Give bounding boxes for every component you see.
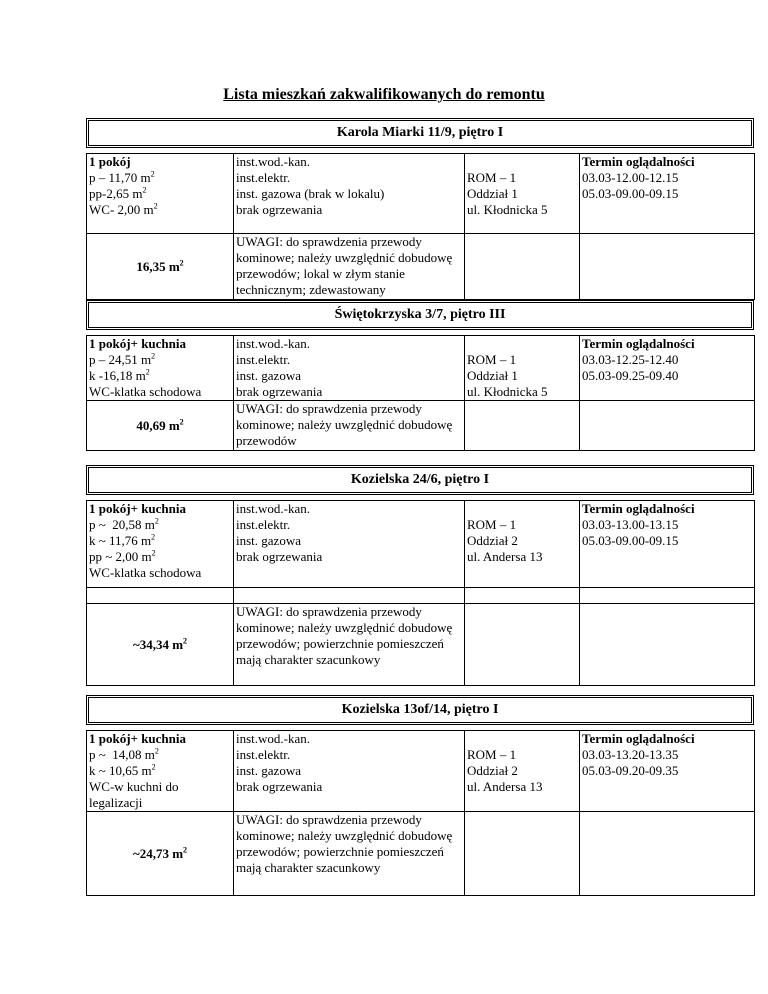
room-area: k ~ 11,76 $m^2$: [89, 532, 156, 548]
notes-cell: UWAGI: do sprawdzenia przewody kominowe; należy uwzględnić dobudowę przewodów; lokal w złym stanie technicznym; zdewastowany: [234, 234, 465, 300]
installations-cell: [234, 336, 465, 401]
installation-item: inst. gazowa: [236, 763, 301, 778]
room-area: WC-klatka schodowa: [89, 384, 202, 399]
room-area: WC- 2,00 $m^2$: [89, 201, 158, 217]
section-header: Świętokrzyska 3/7, piętro III: [86, 300, 754, 330]
installation-item: inst.elektr.: [236, 517, 291, 532]
empty-cell: [580, 234, 755, 300]
office-line: ROM – 1: [467, 170, 517, 185]
total-area: 40,69 $m^2$: [87, 401, 234, 451]
empty-cell: [580, 604, 755, 686]
office-cell: [465, 501, 580, 588]
empty-cell: [465, 401, 580, 451]
room-area: p ~ 14,08 $m^2$: [89, 746, 159, 762]
section-header: Kozielska 24/6, piętro I: [86, 465, 754, 495]
term-slot: 05.03-09.20-09.35: [582, 763, 679, 778]
empty-cell: [465, 604, 580, 686]
section-header: Karola Miarki 11/9, piętro I: [86, 118, 754, 148]
apartment-table: [86, 153, 755, 300]
empty-cell: [87, 588, 234, 604]
terms-title: Termin oglądalności: [582, 336, 695, 351]
room-area: k ~ 10,65 $m^2$: [89, 762, 156, 778]
terms-title: Termin oglądalności: [582, 731, 695, 746]
rooms-title: 1 pokój+ kuchnia: [89, 501, 186, 516]
section-header: Kozielska 13of/14, piętro I: [86, 695, 754, 725]
rooms-cell: [87, 501, 234, 588]
room-area: p – 11,70 $m^2$: [89, 169, 155, 185]
terms-title: Termin oglądalności: [582, 154, 695, 169]
installation-item: inst.wod.-kan.: [236, 154, 311, 169]
installations-cell: [234, 501, 465, 588]
term-slot: 03.03-12.25-12.40: [582, 352, 679, 367]
empty-cell: [465, 234, 580, 300]
installations-cell: [234, 731, 465, 812]
office-line: ul. Kłodnicka 5: [467, 202, 548, 217]
term-slot: 03.03-13.20-13.35: [582, 747, 679, 762]
rooms-cell: [87, 336, 234, 401]
room-area: p ~ 20,58 $m^2$: [89, 516, 159, 532]
room-area: p – 24,51 $m^2$: [89, 351, 156, 367]
room-area: pp ~ 2,00 $m^2$: [89, 548, 156, 564]
office-line: ul. Kłodnicka 5: [467, 384, 548, 399]
installation-item: brak ogrzewania: [236, 549, 323, 564]
installation-item: brak ogrzewania: [236, 202, 323, 217]
term-slot: 05.03-09.25-09.40: [582, 368, 679, 383]
apartment-table: [86, 730, 755, 896]
rooms-cell: [87, 731, 234, 812]
room-area: pp-2,65 $m^2$: [89, 185, 147, 201]
office-line: Oddział 1: [467, 368, 518, 383]
office-line: ul. Andersa 13: [467, 779, 543, 794]
term-slot: 05.03-09.00-09.15: [582, 533, 679, 548]
notes-cell: UWAGI: do sprawdzenia przewody kominowe; należy uwzględnić dobudowę przewodów: [234, 401, 465, 451]
room-area: k -16,18 $m^2$: [89, 367, 150, 383]
installation-item: inst.wod.-kan.: [236, 336, 311, 351]
installation-item: inst. gazowa: [236, 368, 301, 383]
total-area: ~24,73 $m^2$: [87, 812, 234, 896]
term-slot: 03.03-13.00-13.15: [582, 517, 679, 532]
empty-cell: [465, 588, 580, 604]
notes-cell: UWAGI: do sprawdzenia przewody kominowe; należy uwzględnić dobudowę przewodów; powierzchnie pomieszczeń mają charakter szacunkowy: [234, 604, 465, 686]
rooms-cell: [87, 154, 234, 234]
empty-cell: [234, 588, 465, 604]
total-area: 16,35 $m^2$: [87, 234, 234, 300]
terms-title: Termin oglądalności: [582, 501, 695, 516]
office-line: Oddział 2: [467, 533, 518, 548]
rooms-title: 1 pokój: [89, 154, 131, 169]
installation-item: brak ogrzewania: [236, 779, 323, 794]
empty-cell: [465, 812, 580, 896]
installation-item: inst.wod.-kan.: [236, 501, 311, 516]
office-line: Oddział 2: [467, 763, 518, 778]
term-slot: 03.03-12.00-12.15: [582, 170, 679, 185]
apartment-table: [86, 335, 755, 451]
installation-item: inst.elektr.: [236, 747, 291, 762]
installation-item: inst.wod.-kan.: [236, 731, 311, 746]
rooms-title: 1 pokój+ kuchnia: [89, 731, 186, 746]
installation-item: brak ogrzewania: [236, 384, 323, 399]
office-line: ROM – 1: [467, 747, 517, 762]
installation-item: inst.elektr.: [236, 352, 291, 367]
office-line: ul. Andersa 13: [467, 549, 543, 564]
notes-cell: UWAGI: do sprawdzenia przewody kominowe; należy uwzględnić dobudowę przewodów; powierzchnie pomieszczeń mają charakter szacunkowy: [234, 812, 465, 896]
office-cell: [465, 731, 580, 812]
terms-cell: [580, 336, 755, 401]
installation-item: inst. gazowa (brak w lokalu): [236, 186, 385, 201]
terms-cell: [580, 731, 755, 812]
office-line: ROM – 1: [467, 517, 517, 532]
empty-cell: [580, 588, 755, 604]
rooms-title: 1 pokój+ kuchnia: [89, 336, 186, 351]
terms-cell: [580, 154, 755, 234]
office-cell: [465, 336, 580, 401]
term-slot: 05.03-09.00-09.15: [582, 186, 679, 201]
office-cell: [465, 154, 580, 234]
empty-cell: [580, 812, 755, 896]
total-area: ~34,34 $m^2$: [87, 604, 234, 686]
room-area: WC-klatka schodowa: [89, 565, 202, 580]
installation-item: inst. gazowa: [236, 533, 301, 548]
apartment-table: [86, 500, 755, 686]
installations-cell: [234, 154, 465, 234]
room-area: WC-w kuchni do legalizacji: [89, 779, 179, 810]
office-line: ROM – 1: [467, 352, 517, 367]
terms-cell: [580, 501, 755, 588]
installation-item: inst.elektr.: [236, 170, 291, 185]
office-line: Oddział 1: [467, 186, 518, 201]
page-title: Lista mieszkań zakwalifikowanych do remontu: [223, 86, 545, 103]
empty-cell: [580, 401, 755, 451]
